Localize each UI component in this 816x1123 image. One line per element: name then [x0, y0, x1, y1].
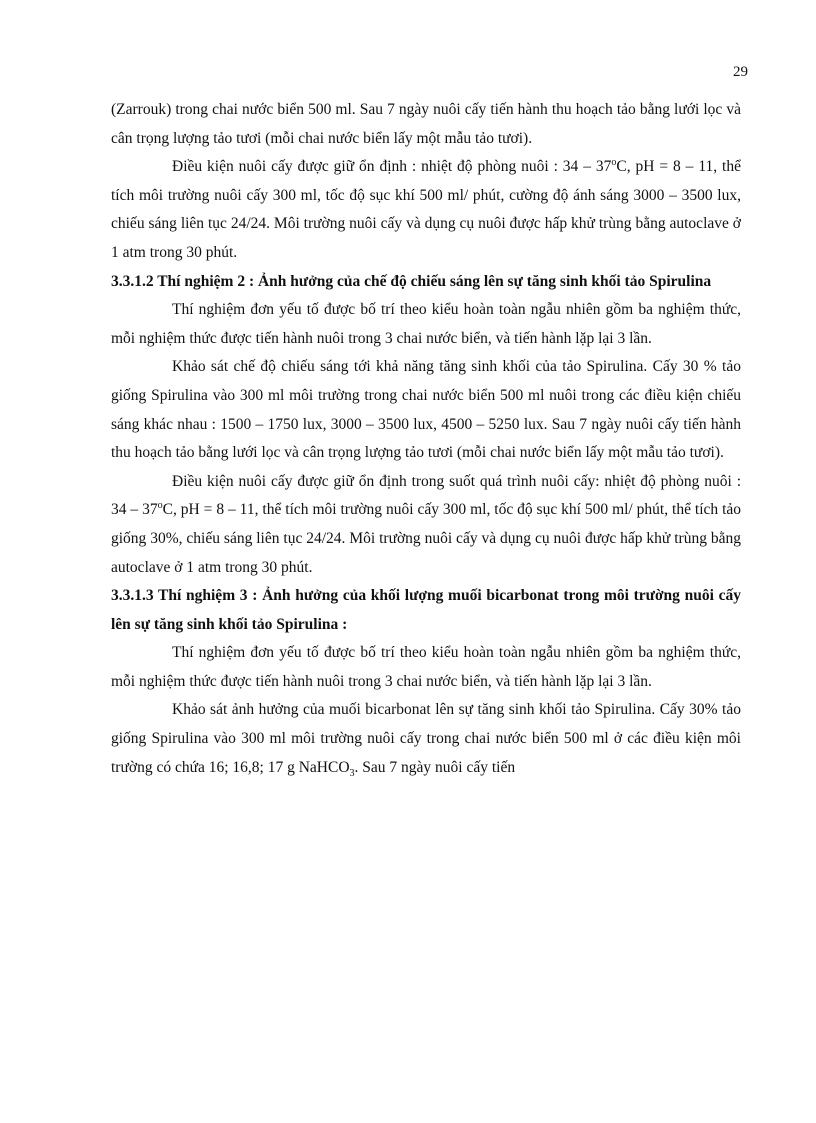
- text-run: C, pH = 8 – 11, thể tích môi trường nuôi cấy 300 ml, tốc độ sục khí 500 ml/ phút, thể tích tảo giống 30%, chiếu sáng liên tục 24/24. Môi trường nuôi cấy và dụng cụ nuôi được hấp khử trùng bằng autoclave ở 1 atm trong 30 phút.: [111, 501, 742, 576]
- page-number: 29: [733, 64, 748, 80]
- paragraph-experiment-design-2: Thí nghiệm đơn yếu tố được bố trí theo kiểu hoàn toàn ngẫu nhiên gồm ba nghiệm thức, mỗi nghiệm thức được tiến hành nuôi trong 3 chai nước biển, và tiến hành lặp lại 3 lần.: [111, 301, 741, 347]
- paragraph-bicarbonate-survey: [111, 696, 741, 782]
- text-run: . Sau 7 ngày nuôi cấy tiến: [354, 758, 516, 776]
- paragraph-culture-conditions-2: [111, 468, 741, 582]
- text-run: Điều kiện nuôi cấy được giữ ổn định : nhiệt độ phòng nuôi : 34 – 37: [172, 158, 612, 176]
- formula-subscript: 3: [349, 767, 355, 779]
- degree-superscript: o: [157, 500, 163, 512]
- text-run: C, pH = 8 – 11, thể tích môi trường nuôi cấy 300 ml, tốc độ sục khí 500 ml/ phút, cường độ ánh sáng 3000 – 3500 lux, chiếu sáng liên tục 24/24. Môi trường nuôi cấy và dụng cụ nuôi được hấp khử trùng bằng autoclave ở 1 atm trong 30 phút.: [111, 158, 741, 261]
- paragraph-experiment-design-3: Thí nghiệm đơn yếu tố được bố trí theo kiểu hoàn toàn ngẫu nhiên gồm ba nghiệm thức, mỗi nghiệm thức được tiến hành nuôi trong 3 chai nước biển, và tiến hành lặp lại 3 lần.: [111, 644, 741, 690]
- section-heading-experiment-3: 3.3.1.3 Thí nghiệm 3 : Ảnh hưởng của khối lượng muối bicarbonat trong môi trường nuôi cấy lên sự tăng sinh khối tảo Spirulina :: [111, 587, 741, 633]
- section-heading-experiment-2: 3.3.1.2 Thí nghiệm 2 : Ảnh hưởng của chế độ chiếu sáng lên sự tăng sinh khối tảo Spirulina: [111, 272, 712, 290]
- paragraph-continuation: (Zarrouk) trong chai nước biển 500 ml. Sau 7 ngày nuôi cấy tiến hành thu hoạch tảo bằng lưới lọc và cân trọng lượng tảo tươi (mỗi chai nước biển lấy một mẫu tảo tươi).: [111, 101, 741, 147]
- paragraph-lighting-survey: Khảo sát chế độ chiếu sáng tới khả năng tăng sinh khối của tảo Spirulina. Cấy 30 % tảo giống Spirulina vào 300 ml môi trường trong chai nước biển 500 ml nuôi trong các điều kiện chiếu sáng khác nhau : 1500 – 1750 lux, 3000 – 3500 lux, 4500 – 5250 lux. Sau 7 ngày nuôi cấy tiến hành thu hoạch tảo bằng lưới lọc và cân trọng lượng tảo tươi (mỗi chai nước biển lấy một mẫu tảo tươi).: [111, 358, 741, 462]
- page-content: [111, 96, 741, 782]
- paragraph-culture-conditions-1: [111, 153, 741, 267]
- degree-superscript: o: [611, 157, 617, 169]
- text-run: Khảo sát ảnh hưởng của muối bicarbonat lên sự tăng sinh khối tảo Spirulina. Cấy 30% tảo giống Spirulina vào 300 ml môi trường nuôi cấy trong chai nước biển 500 ml ở các điều kiện môi trường có chứa 16; 16,8; 17 g NaHCO: [111, 701, 741, 776]
- text-run: Điều kiện nuôi cấy được giữ ổn định trong suốt quá trình nuôi cấy: nhiệt độ phòng nuôi : 34 – 37: [111, 472, 741, 519]
